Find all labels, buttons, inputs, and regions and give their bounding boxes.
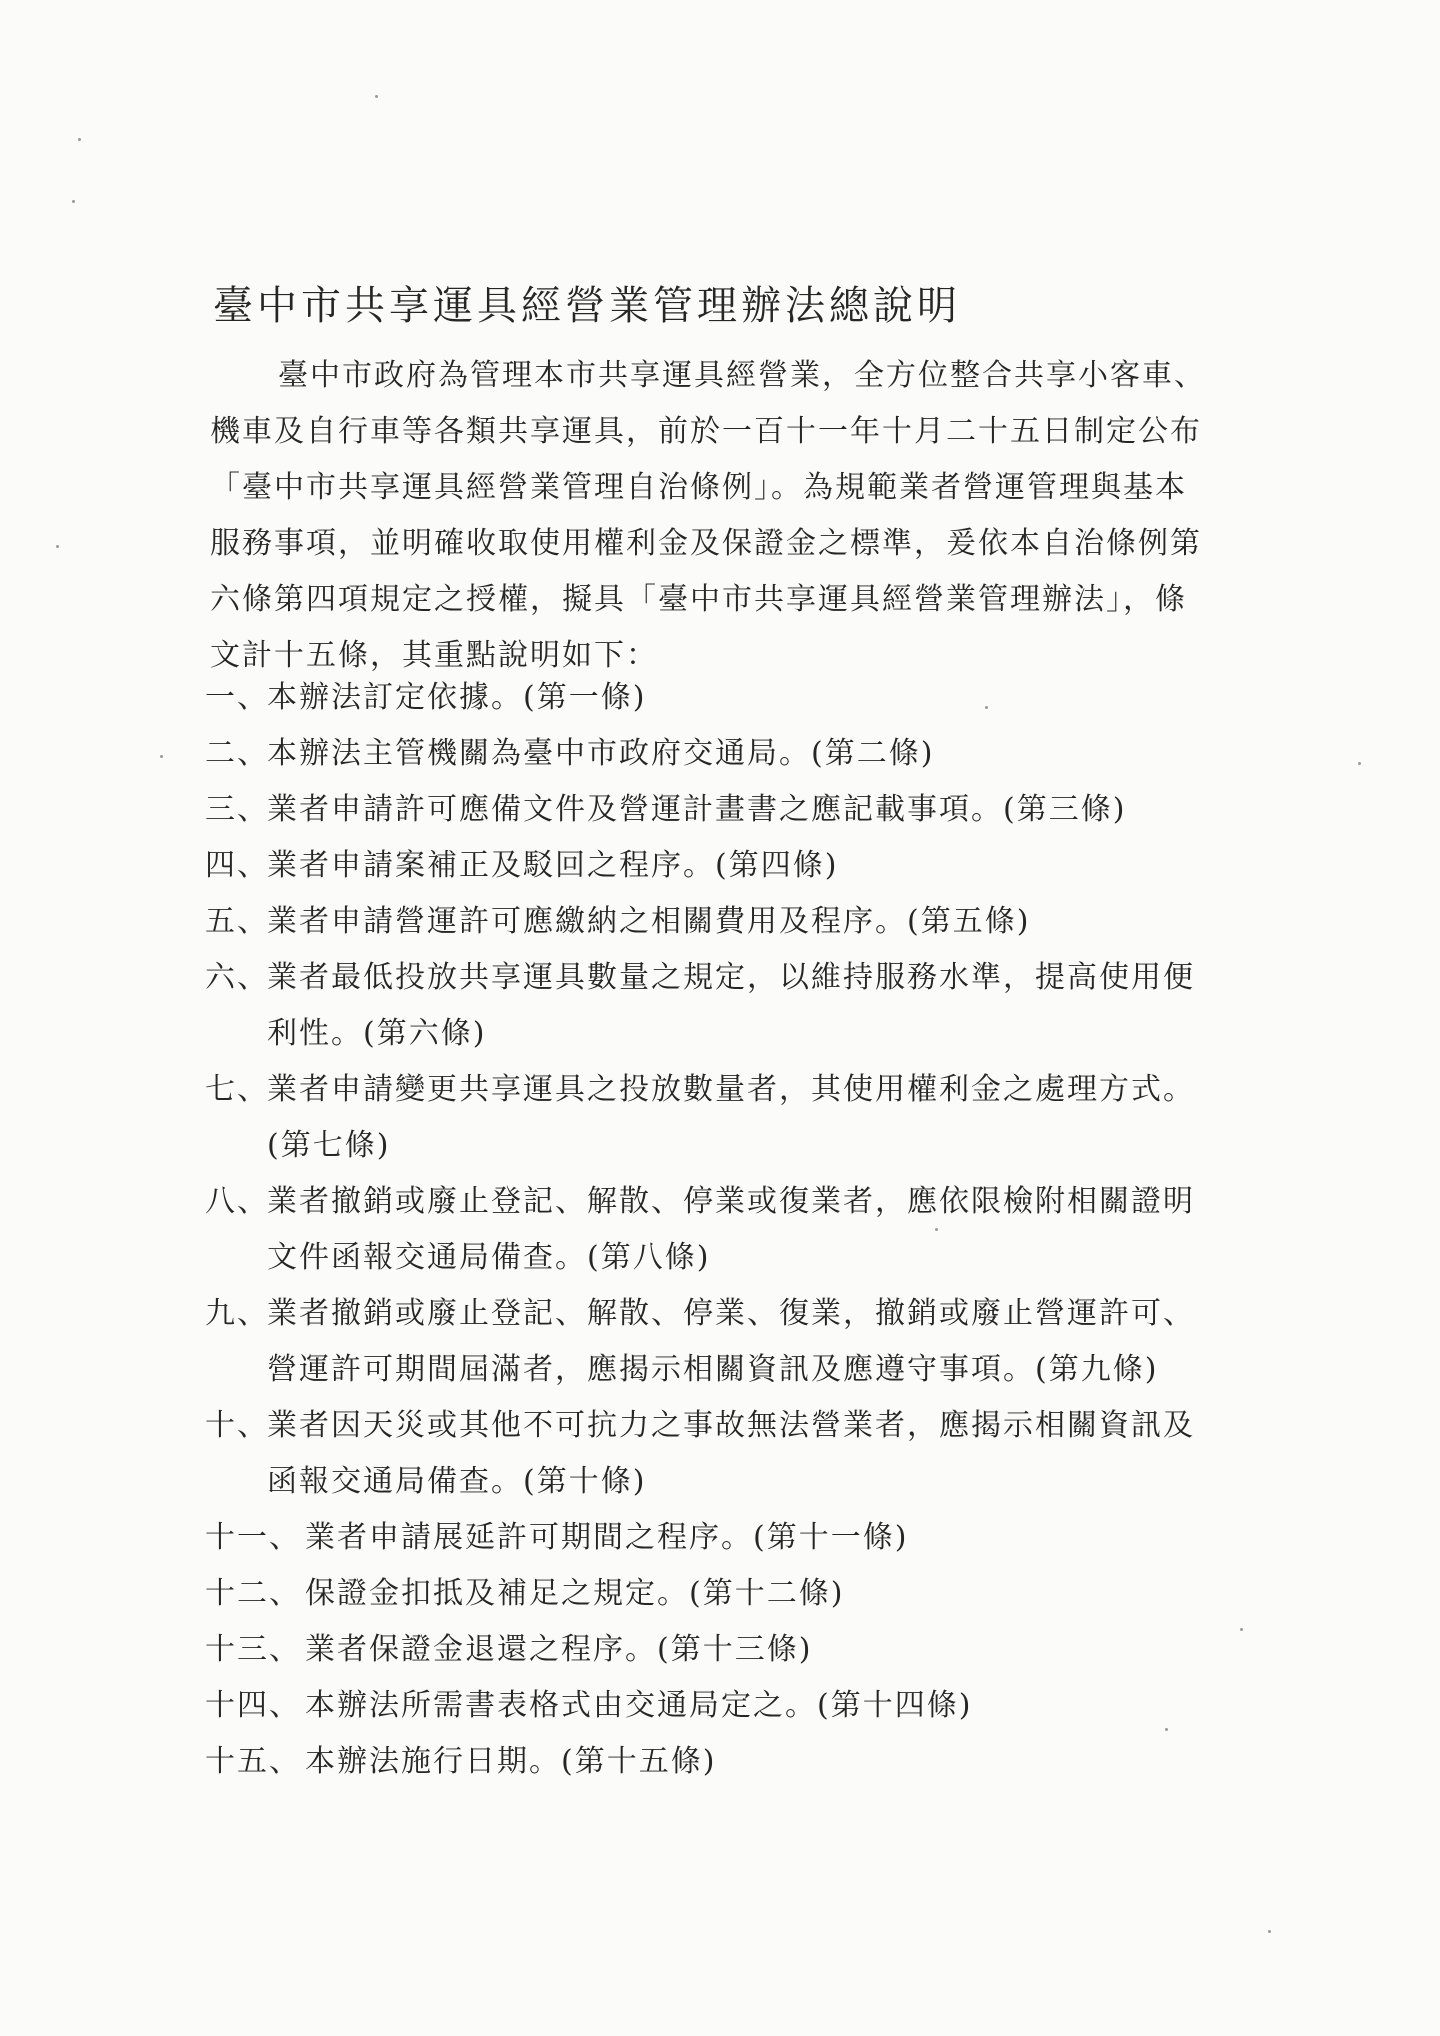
scan-speck — [985, 706, 988, 709]
intro-line: 文計十五條，其重點說明如下： — [210, 638, 658, 673]
scan-speck — [375, 95, 378, 98]
scan-speck — [78, 138, 81, 141]
list-item — [205, 670, 1235, 726]
key-points-list — [205, 670, 1235, 1790]
list-item — [205, 782, 1235, 838]
item-number: 七、 — [205, 1072, 269, 1107]
item-number: 六、 — [205, 960, 269, 995]
list-item — [205, 1510, 1235, 1566]
item-number: 十二、 — [205, 1576, 301, 1611]
list-item — [205, 1734, 1235, 1790]
item-text: 業者申請許可應備文件及營運計畫書之應記載事項。(第三條) — [267, 792, 1127, 827]
item-number: 十、 — [205, 1408, 269, 1443]
list-item — [205, 1286, 1235, 1398]
list-item — [205, 838, 1235, 894]
intro-line: 六條第四項規定之授權，擬具「臺中市共享運具經營業管理辦法」，條 — [210, 582, 1187, 617]
item-number: 三、 — [205, 792, 269, 827]
item-text: 業者申請變更共享運具之投放數量者，其使用權利金之處理方式。(第七條) — [267, 1072, 1195, 1163]
item-text: 業者申請營運許可應繳納之相關費用及程序。(第五條) — [267, 904, 1031, 939]
list-item — [205, 1398, 1235, 1510]
item-number: 四、 — [205, 848, 269, 883]
item-text: 業者申請案補正及駁回之程序。(第四條) — [267, 848, 839, 883]
scan-speck — [1268, 1930, 1271, 1933]
item-number: 五、 — [205, 904, 269, 939]
list-item — [205, 1174, 1235, 1286]
scan-speck — [56, 545, 59, 548]
item-number: 八、 — [205, 1184, 269, 1219]
intro-line: 臺中市政府為管理本市共享運具經營業，全方位整合共享小客車、 — [278, 358, 1206, 393]
item-text: 業者最低投放共享運具數量之規定，以維持服務水準，提高使用便利性。(第六條) — [267, 960, 1195, 1051]
item-number: 二、 — [205, 736, 269, 771]
item-number: 十五、 — [205, 1744, 301, 1779]
item-text: 業者申請展延許可期間之程序。(第十一條) — [305, 1520, 909, 1555]
item-text: 本辦法訂定依據。(第一條) — [267, 680, 647, 715]
list-item — [205, 894, 1235, 950]
item-text: 業者保證金退還之程序。(第十三條) — [305, 1632, 813, 1667]
item-number: 九、 — [205, 1296, 269, 1331]
scan-speck — [160, 755, 163, 758]
intro-line: 「臺中市共享運具經營業管理自治條例」。為規範業者營運管理與基本 — [210, 470, 1187, 505]
item-number: 一、 — [205, 680, 269, 715]
list-item — [205, 726, 1235, 782]
item-number: 十四、 — [205, 1688, 301, 1723]
item-text: 本辦法主管機關為臺中市政府交通局。(第二條) — [267, 736, 935, 771]
scan-speck — [72, 200, 75, 203]
scan-speck — [935, 1228, 938, 1231]
item-number: 十三、 — [205, 1632, 301, 1667]
item-text: 本辦法所需書表格式由交通局定之。(第十四條) — [305, 1688, 973, 1723]
item-text: 業者撤銷或廢止登記、解散、停業或復業者，應依限檢附相關證明文件函報交通局備查。(第八條) — [267, 1184, 1195, 1275]
item-text: 業者撤銷或廢止登記、解散、停業、復業，撤銷或廢止營運許可、營運許可期間屆滿者，應揭示相關資訊及應遵守事項。(第九條) — [267, 1296, 1195, 1387]
list-item — [205, 1566, 1235, 1622]
list-item — [205, 950, 1235, 1062]
item-number: 十一、 — [205, 1520, 301, 1555]
item-text: 保證金扣抵及補足之規定。(第十二條) — [305, 1576, 845, 1611]
list-item — [205, 1062, 1235, 1174]
scan-speck — [1165, 1728, 1168, 1731]
list-item — [205, 1678, 1235, 1734]
scan-speck — [1358, 762, 1361, 765]
intro-line: 服務事項，並明確收取使用權利金及保證金之標準，爰依本自治條例第 — [210, 526, 1202, 561]
intro-line: 機車及自行車等各類共享運具，前於一百十一年十月二十五日制定公布 — [210, 414, 1202, 449]
scan-speck — [1240, 1628, 1243, 1631]
intro-paragraph — [210, 348, 1220, 684]
list-item — [205, 1622, 1235, 1678]
item-text: 本辦法施行日期。(第十五條) — [305, 1744, 717, 1779]
document-title: 臺中市共享運具經營業管理辦法總說明 — [213, 283, 961, 329]
item-text: 業者因天災或其他不可抗力之事故無法營業者，應揭示相關資訊及函報交通局備查。(第十條) — [267, 1408, 1195, 1499]
